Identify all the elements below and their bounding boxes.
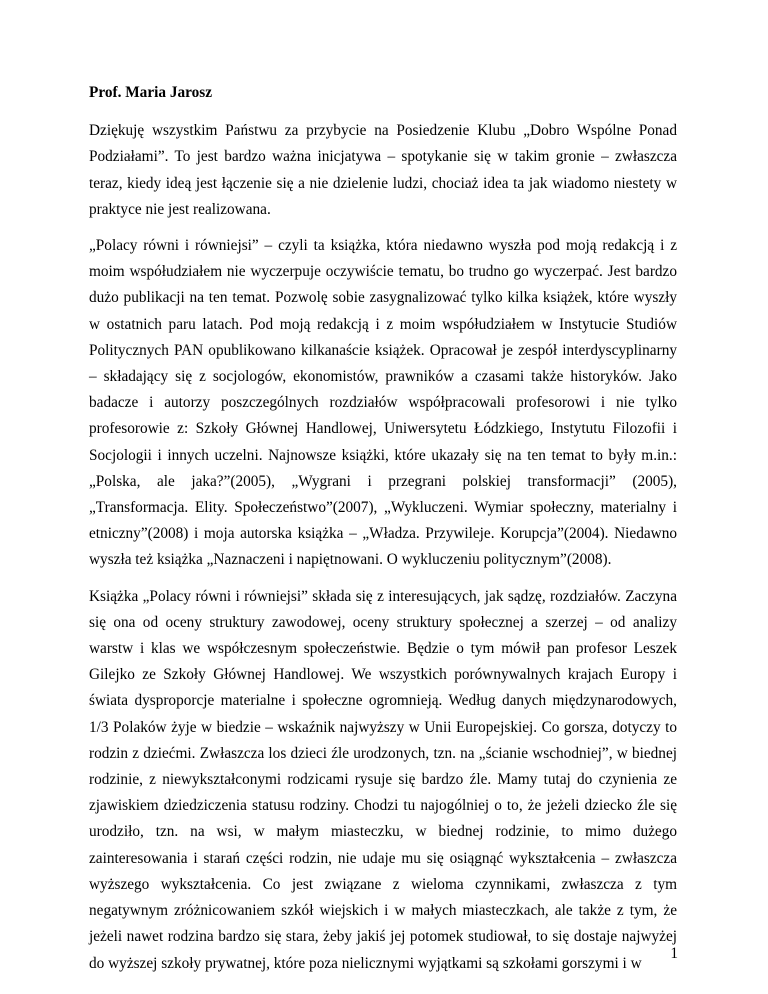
page-number: 1 [670, 945, 678, 962]
paragraph-intro: Dziękuję wszystkim Państwu za przybycie na Posiedzenie Klubu „Dobro Wspólne Ponad Podziałami”. To jest bardzo ważna inicjatywa – spotykanie się w takim gronie – zwłaszcza teraz, kiedy ideą jest łączenie się a nie dzielenie ludzi, chociaż idea ta jak wiadomo niestety w praktyce nie jest realizowana. [89, 122, 677, 218]
author-heading: Prof. Maria Jarosz [89, 84, 213, 101]
paragraph-publications: „Polacy równi i równiejsi” – czyli ta książka, która niedawno wyszła pod moją redakcją i z moim współudziałem nie wyczerpuje oczywiście tematu, bo trudno go wyczerpać. Jest bardzo dużo publikacji na ten temat. Pozwolę sobie zasygnalizować tylko kilka książek, które wyszły w ostatnich paru latach. Pod moją redakcją i z moim współudziałem w Instytucie Studiów Politycznych PAN opublikowano kilkanaście książek. Opracował je zespół interdyscyplinarny – składający się z socjologów, ekonomistów, prawników a czasami także historyków. Jako badacze i autorzy poszczególnych rozdziałów współpracowali profesorowi i nie tylko profesorowie z: Szkoły Głównej Handlowej, Uniwersytetu Łódzkiego, Instytutu Filozofii i Socjologii i innych uczelni. Najnowsze książki, które ukazały się na ten temat to były m.in.: „Polska, ale jaka?”(2005), „Wygrani i przegrani polskiej transformacji” (2005), „Transformacja. Elity. Społeczeństwo”(2007), „Wykluczeni. Wymiar społeczny, materialny i etniczny”(2008) i moja autorska książka – „Władza. Przywileje. Korupcja”(2004). Niedawno wyszła też książka „Naznaczeni i napiętnowani. O wykluczeniu politycznym”(2008). [89, 237, 677, 569]
document-body [89, 80, 677, 987]
paragraph-book-summary: Książka „Polacy równi i równiejsi” składa się z interesujących, jak sądzę, rozdziałów. Zaczyna się ona od oceny struktury zawodowej, oceny struktury społecznej a szerzej – od analizy warstw i klas we współczesnym społeczeństwie. Będzie o tym mówił pan profesor Leszek Gilejko ze Szkoły Głównej Handlowej. We wszystkich porównywalnych krajach Europy i świata dysproporcje materialne i społeczne ogromnieją. Według danych międzynarodowych, 1/3 Polaków żyje w biedzie – wskaźnik najwyższy w Unii Europejskiej. Co gorsza, dotyczy to rodzin z dziećmi. Zwłaszcza los dzieci źle urodzonych, tzn. na „ścianie wschodniej”, w biednej rodzinie, z niewykształconymi rodzicami rysuje się bardzo źle. Mamy tutaj do czynienia ze zjawiskiem dziedziczenia statusu rodziny. Chodzi tu najogólniej o to, że jeżeli dziecko źle się urodziło, tzn. na wsi, w małym miasteczku, w biednej rodzinie, to mimo dużego zainteresowania i starań części rodzin, nie udaje mu się osiągnąć wykształcenia – zwłaszcza wyższego wykształcenia. Co jest związane z wieloma czynnikami, zwłaszcza z tym negatywnym zróżnicowaniem szkół wiejskich i w małych miasteczkach, ale także z tym, że jeżeli nawet rodzina bardzo się stara, żeby jakiś jej potomek studiował, to się dostaje najwyżej do wyższej szkoły prywatnej, które poza nielicznymi wyjątkami są szkołami gorszymi i w [89, 587, 677, 972]
